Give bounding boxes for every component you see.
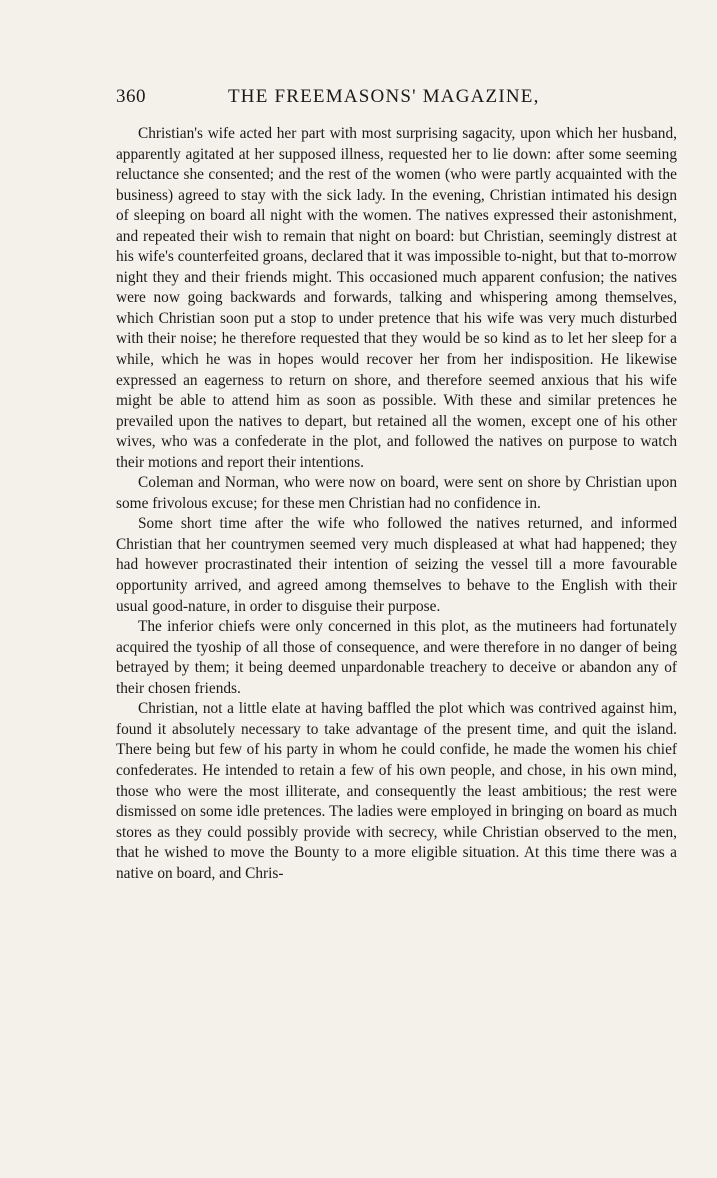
magazine-title: THE FREEMASONS' MAGAZINE, <box>228 86 540 107</box>
paragraph-4: The inferior chiefs were only concerned in this plot, as the mutineers had fortunately acquired the tyoship of all those of consequence, and were therefore in no danger of being betrayed by them; it being deemed unpardonable treachery to deceive or abandon any of their chosen friends. <box>116 618 677 697</box>
paragraph-1: Christian's wife acted her part with most surprising sagacity, upon which her husband, apparently agitated at her supposed illness, requested her to lie down: after some seeming reluctance she consented; and the rest of the women (who were partly acquainted with the business) agreed to stay with the sick lady. In the evening, Christian intimated his design of sleeping on board all night with the women. The natives expressed their astonishment, and repeated their wish to remain that night on board: but Christian, seemingly distrest at his wife's counterfeited groans, declared that it was impossible to-night, but that to-morrow night they and their friends might. This occasioned much apparent confusion; the natives were now going backwards and forwards, talking and whispering among themselves, which Christian soon put a stop to under pretence that his wife was very much disturbed with their noise; he therefore requested that they would be so kind as to let her sleep for a while, which he was in hopes would recover her from her indisposition. He likewise expressed an eagerness to return on shore, and therefore seemed anxious that his wife might be able to attend him as soon as possible. With these and similar pretences he prevailed upon the natives to depart, but retained all the women, except one of his other wives, who was a confederate in the plot, and followed the natives on purpose to watch their motions and report their intentions. <box>116 125 677 471</box>
paragraph-3: Some short time after the wife who followed the natives returned, and informed Christian that her countrymen seemed very much displeased at what had happened; they had however procrastinated their intention of seizing the vessel till a more favourable opportunity arrived, and agreed among themselves to behave to the English with their usual good-nature, in order to disguise their purpose. <box>116 515 677 615</box>
page-number: 360 <box>116 86 146 107</box>
article-body <box>116 124 677 884</box>
paragraph-5: Christian, not a little elate at having baffled the plot which was contrived against him, found it absolutely necessary to take advantage of the present time, and quit the island. There being but few of his party in whom he could confide, he made the women his chief confederates. He intended to retain a few of his own people, and chose, in his own mind, those who were the most illiterate, and consequently the least ambitious; the rest were dismissed on some idle pretences. The ladies were employed in bringing on board as much stores as they could possibly provide with secrecy, while Christian observed to the men, that he wished to move the Bounty to a more eligible situation. At this time there was a native on board, and Chris- <box>116 700 677 882</box>
paragraph-2: Coleman and Norman, who were now on board, were sent on shore by Christian upon some frivolous excuse; for these men Christian had no confidence in. <box>116 474 677 512</box>
running-head <box>116 86 677 110</box>
